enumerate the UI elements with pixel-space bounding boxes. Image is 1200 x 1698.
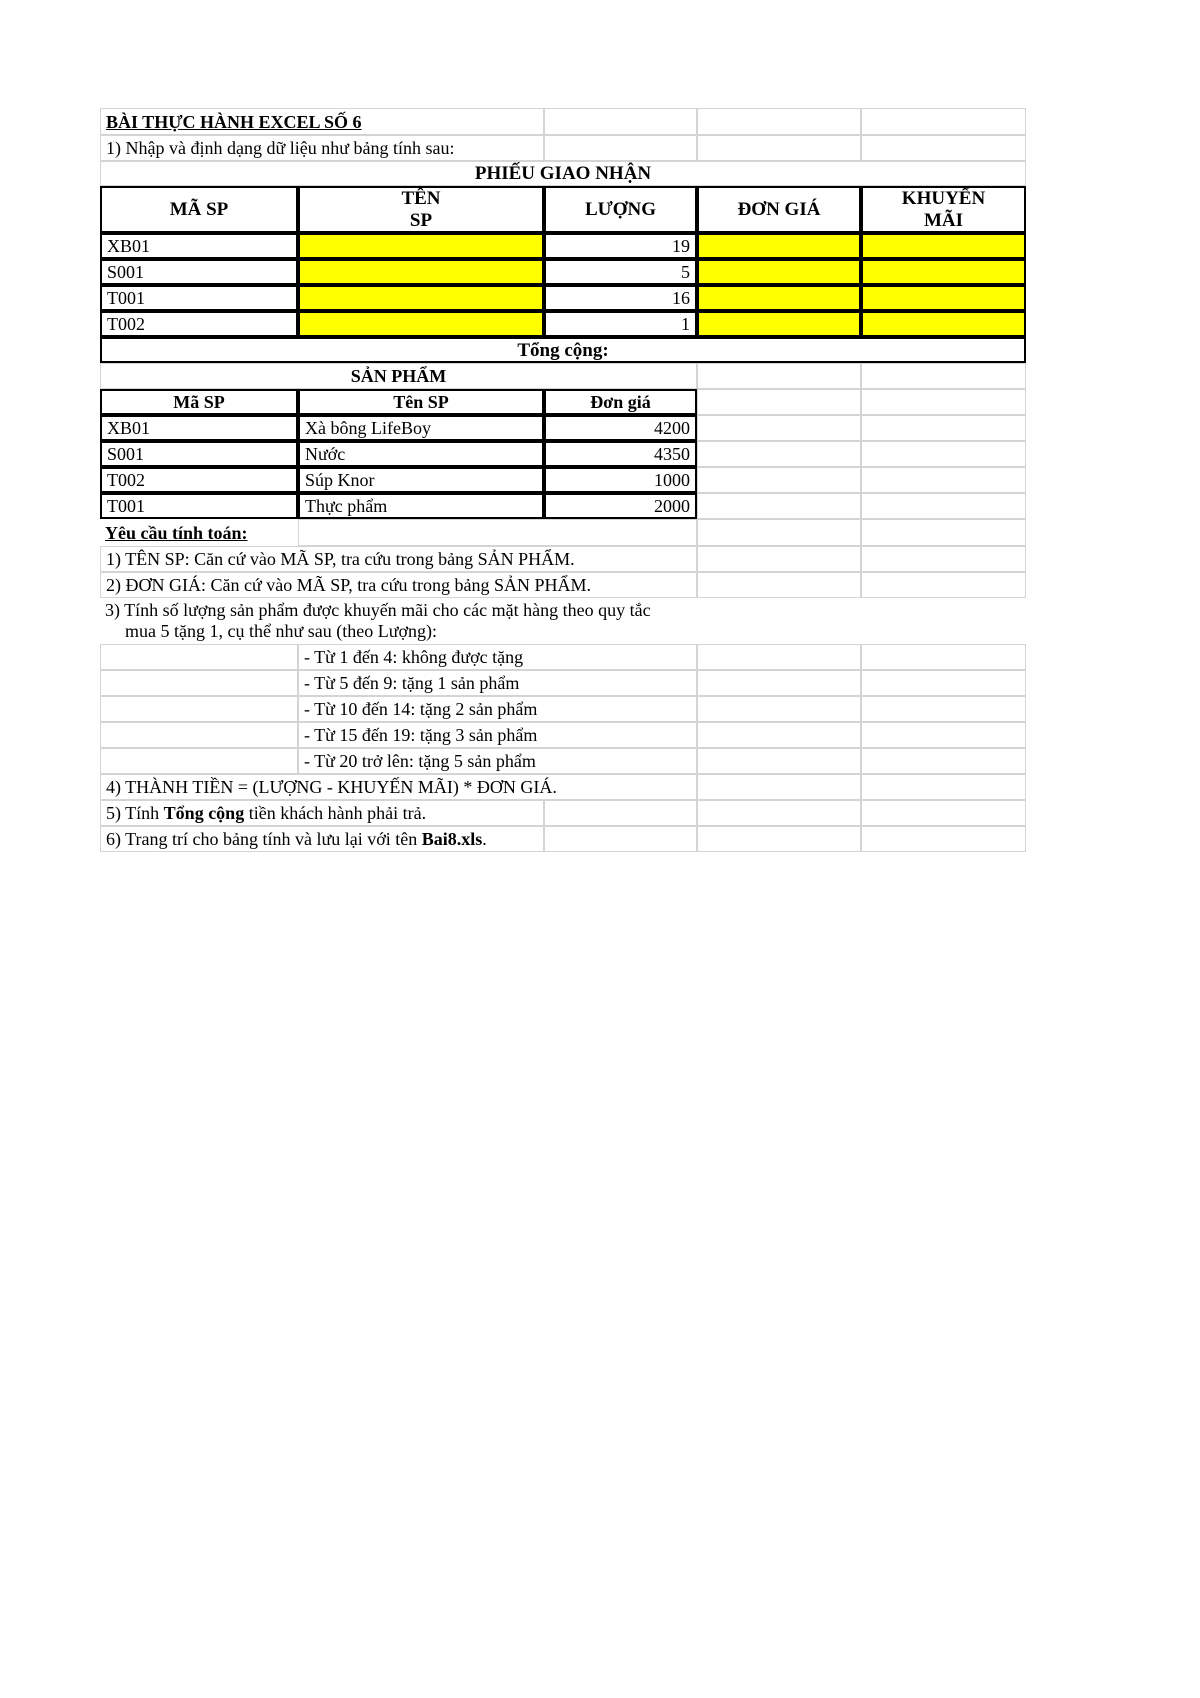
- requirement-1: 1) TÊN SP: Căn cứ vào MÃ SP, tra cứu trong bảng SẢN PHẨM.: [100, 546, 697, 572]
- san-pham-heading-row: [100, 363, 1026, 389]
- requirement-6-post: .: [482, 829, 487, 849]
- ten-sp-cell: [298, 311, 544, 337]
- requirement-row: [100, 572, 1026, 598]
- don-gia-cell: [697, 285, 861, 311]
- requirement-5-bold: Tổng cộng: [163, 803, 245, 823]
- ma-sp-cell: T001: [100, 285, 298, 311]
- empty-cell: [861, 572, 1026, 598]
- requirement-5-post: tiền khách hành phải trả.: [244, 803, 427, 823]
- sp-don-gia-cell: 4200: [544, 415, 697, 441]
- sp-header-ten-sp: Tên SP: [298, 389, 544, 415]
- rule-row: [100, 696, 1026, 722]
- table-row: [100, 233, 1026, 259]
- requirement-row: [100, 598, 1026, 644]
- luong-cell: 5: [544, 259, 697, 285]
- empty-cell: [861, 826, 1026, 852]
- empty-cell: [100, 748, 298, 774]
- empty-cell: [697, 722, 861, 748]
- total-row: [100, 337, 1026, 363]
- luong-cell: 1: [544, 311, 697, 337]
- table-row: [100, 467, 1026, 493]
- sp-don-gia-cell: 2000: [544, 493, 697, 519]
- empty-cell: [544, 826, 697, 852]
- requirement-6-bold: Bai8.xls: [421, 829, 483, 849]
- empty-cell: [697, 389, 861, 415]
- empty-cell: [100, 644, 298, 670]
- rule-row: [100, 748, 1026, 774]
- rule-row: [100, 644, 1026, 670]
- empty-cell: [544, 800, 697, 826]
- requirement-3-line2: mua 5 tặng 1, cụ thể như sau (theo Lượng):: [125, 621, 437, 641]
- empty-cell: [861, 389, 1026, 415]
- empty-cell: [697, 572, 861, 598]
- header-khuyen-mai-line1: KHUYẾN: [901, 187, 986, 209]
- khuyen-mai-cell: [861, 285, 1026, 311]
- phieu-heading: PHIẾU GIAO NHẬN: [100, 161, 1026, 186]
- empty-cell: [697, 748, 861, 774]
- requirement-4: 4) THÀNH TIỀN = (LƯỢNG - KHUYẾN MÃI) * ĐƠN GIÁ.: [100, 774, 697, 800]
- header-khuyen-mai: [861, 186, 1026, 233]
- luong-cell: 19: [544, 233, 697, 259]
- empty-cell: [697, 826, 861, 852]
- empty-cell: [697, 774, 861, 800]
- sp-ten-sp-cell: Thực phẩm: [298, 493, 544, 519]
- header-don-gia: ĐƠN GIÁ: [697, 186, 861, 233]
- empty-cell: [697, 135, 861, 161]
- empty-cell: [298, 519, 697, 546]
- sp-ma-sp-cell: T002: [100, 467, 298, 493]
- table-row: [100, 415, 1026, 441]
- empty-cell: [861, 748, 1026, 774]
- ma-sp-cell: T002: [100, 311, 298, 337]
- page-title: BÀI THỰC HÀNH EXCEL SỐ 6: [100, 108, 544, 135]
- ten-sp-cell: [298, 233, 544, 259]
- empty-cell: [697, 108, 861, 135]
- requirement-row: [100, 800, 1026, 826]
- empty-cell: [861, 363, 1026, 389]
- rule-row: [100, 722, 1026, 748]
- empty-cell: [100, 722, 298, 748]
- empty-cell: [697, 644, 861, 670]
- header-luong: LƯỢNG: [544, 186, 697, 233]
- header-khuyen-mai-line2: MÃI: [923, 209, 964, 231]
- empty-cell: [861, 696, 1026, 722]
- header-ma-sp: MÃ SP: [100, 186, 298, 233]
- san-pham-header-row: [100, 389, 1026, 415]
- empty-cell: [861, 441, 1026, 467]
- empty-cell: [861, 108, 1026, 135]
- empty-cell: [697, 670, 861, 696]
- sp-ma-sp-cell: XB01: [100, 415, 298, 441]
- empty-cell: [861, 493, 1026, 519]
- requirement-3: [100, 598, 1026, 644]
- empty-cell: [697, 800, 861, 826]
- sp-don-gia-cell: 1000: [544, 467, 697, 493]
- header-ten-sp-line1: TÊN: [401, 187, 441, 209]
- ma-sp-cell: S001: [100, 259, 298, 285]
- rule-row: [100, 670, 1026, 696]
- khuyen-mai-cell: [861, 233, 1026, 259]
- rule-item: - Từ 20 trở lên: tặng 5 sản phẩm: [298, 748, 697, 774]
- empty-cell: [861, 546, 1026, 572]
- empty-cell: [861, 415, 1026, 441]
- empty-cell: [861, 467, 1026, 493]
- don-gia-cell: [697, 233, 861, 259]
- table-row: [100, 493, 1026, 519]
- sp-ma-sp-cell: S001: [100, 441, 298, 467]
- empty-cell: [697, 467, 861, 493]
- ten-sp-cell: [298, 259, 544, 285]
- requirements-heading-row: [100, 519, 1026, 546]
- sp-ten-sp-cell: Súp Knor: [298, 467, 544, 493]
- requirement-6-pre: 6) Trang trí cho bảng tính và lưu lại với tên: [106, 829, 422, 849]
- requirement-row: [100, 826, 1026, 852]
- requirements-heading: Yêu cầu tính toán:: [105, 522, 248, 543]
- header-ten-sp: [298, 186, 544, 233]
- empty-cell: [697, 696, 861, 722]
- empty-cell: [544, 135, 697, 161]
- instruction-1: 1) Nhập và định dạng dữ liệu như bảng tính sau:: [100, 135, 544, 161]
- empty-cell: [697, 546, 861, 572]
- phieu-heading-row: [100, 161, 1026, 186]
- don-gia-cell: [697, 259, 861, 285]
- instruction-row: [100, 135, 1026, 161]
- sp-ten-sp-cell: Nước: [298, 441, 544, 467]
- requirement-row: [100, 774, 1026, 800]
- sp-don-gia-cell: 4350: [544, 441, 697, 467]
- rule-item: - Từ 1 đến 4: không được tặng: [298, 644, 697, 670]
- rule-item: - Từ 15 đến 19: tặng 3 sản phẩm: [298, 722, 697, 748]
- empty-cell: [861, 519, 1026, 546]
- empty-cell: [861, 670, 1026, 696]
- requirement-5-pre: 5) Tính: [106, 803, 164, 823]
- empty-cell: [697, 493, 861, 519]
- luong-cell: 16: [544, 285, 697, 311]
- empty-cell: [861, 774, 1026, 800]
- empty-cell: [100, 670, 298, 696]
- requirement-6: [100, 826, 544, 852]
- ma-sp-cell: XB01: [100, 233, 298, 259]
- sp-header-don-gia: Đơn giá: [544, 389, 697, 415]
- empty-cell: [697, 519, 861, 546]
- empty-cell: [861, 722, 1026, 748]
- sp-header-ma-sp: Mã SP: [100, 389, 298, 415]
- khuyen-mai-cell: [861, 311, 1026, 337]
- empty-cell: [697, 415, 861, 441]
- requirement-2: 2) ĐƠN GIÁ: Căn cứ vào MÃ SP, tra cứu trong bảng SẢN PHẨM.: [100, 572, 697, 598]
- table-row: [100, 259, 1026, 285]
- requirement-row: [100, 546, 1026, 572]
- rule-item: - Từ 5 đến 9: tặng 1 sản phẩm: [298, 670, 697, 696]
- table-row: [100, 441, 1026, 467]
- table-row: [100, 311, 1026, 337]
- sp-ma-sp-cell: T001: [100, 493, 298, 519]
- empty-cell: [861, 800, 1026, 826]
- khuyen-mai-cell: [861, 259, 1026, 285]
- requirement-3-line1: 3) Tính số lượng sản phẩm được khuyến mãi cho các mặt hàng theo quy tắc: [105, 600, 651, 621]
- phieu-header-row: [100, 186, 1026, 233]
- ten-sp-cell: [298, 285, 544, 311]
- empty-cell: [861, 644, 1026, 670]
- header-ten-sp-line2: SP: [409, 209, 433, 231]
- don-gia-cell: [697, 311, 861, 337]
- sp-ten-sp-cell: Xà bông LifeBoy: [298, 415, 544, 441]
- requirement-5: [100, 800, 544, 826]
- san-pham-heading: SẢN PHẨM: [100, 363, 697, 389]
- total-label: Tổng cộng:: [100, 337, 1026, 363]
- empty-cell: [697, 441, 861, 467]
- table-row: [100, 285, 1026, 311]
- empty-cell: [544, 108, 697, 135]
- rule-item: - Từ 10 đến 14: tặng 2 sản phẩm: [298, 696, 697, 722]
- title-row: [100, 108, 1026, 135]
- empty-cell: [697, 363, 861, 389]
- empty-cell: [861, 135, 1026, 161]
- empty-cell: [100, 696, 298, 722]
